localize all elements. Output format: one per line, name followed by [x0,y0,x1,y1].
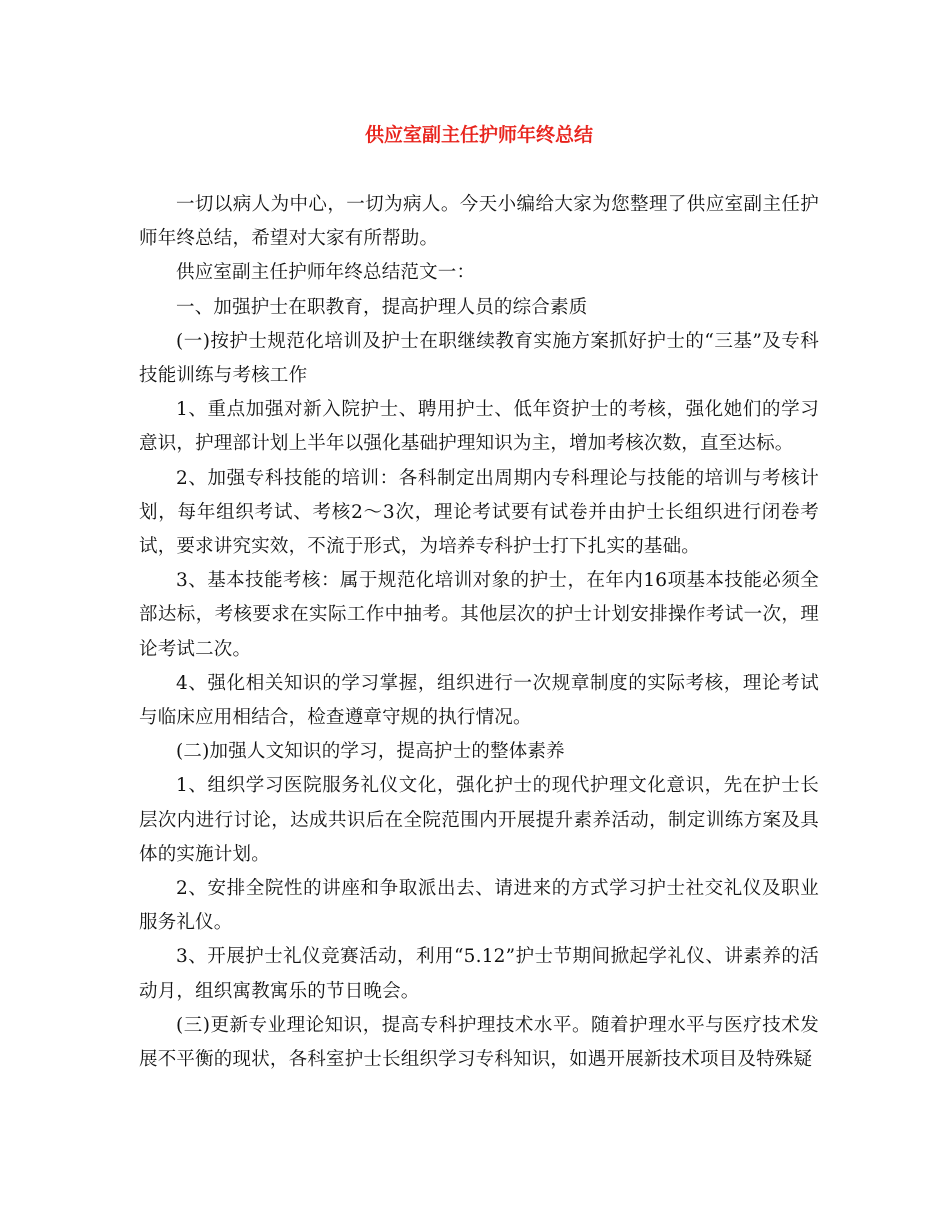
paragraph-item: 3、基本技能考核：属于规范化培训对象的护士，在年内16项基本技能必须全部达标，考核要求在实际工作中抽考。其他层次的护士计划安排操作考试一次，理论考试二次。 [139,570,819,660]
paragraph-item: 4、强化相关知识的学习掌握，组织进行一次规章制度的实际考核，理论考试与临床应用相结合，检查遵章守规的执行情况。 [139,672,819,729]
paragraph-item: 1、组织学习医院服务礼仪文化，强化护士的现代护理文化意识，先在护士长层次内进行讨论，达成共识后在全院范围内开展提升素养活动，制定训练方案及具体的实施计划。 [139,775,819,865]
paragraph-item: 2、安排全院性的讲座和争取派出去、请进来的方式学习护士社交礼仪及职业服务礼仪。 [139,878,819,934]
document-body [139,188,819,1077]
paragraph-item: 3、开展护士礼仪竞赛活动，利用“5.12”护士节期间掀起学礼仪、讲素养的活动月，组织寓教寓乐的节日晚会。 [139,946,819,1002]
paragraph-item: 1、重点加强对新入院护士、聘用护士、低年资护士的考核，强化她们的学习意识，护理部计划上半年以强化基础护理知识为主，增加考核次数，直至达标。 [139,399,819,455]
paragraph-item: 2、加强专科技能的培训：各科制定出周期内专科理论与技能的培训与考核计划，每年组织考试、考核2～3次，理论考试要有试卷并由护士长组织进行闭卷考试，要求讲究实效，不流于形式，为培养专科护士打下扎实的基础。 [139,467,819,558]
subsection-heading-1: (一)按护士规范化培训及护士在职继续教育实施方案抓好护士的“三基”及专科技能训练与考核工作 [139,330,819,387]
subsection-heading-3: (三)更新专业理论知识，提高专科护理技术水平。随着护理水平与医疗技术发展不平衡的现状，各科室护士长组织学习专科知识，如遇开展新技术项目及特殊疑 [139,1014,819,1071]
paragraph-sample-heading: 供应室副主任护师年终总结范文一： [176,262,476,284]
document-title: 供应室副主任护师年终总结 [364,124,593,146]
section-heading-1: 一、加强护士在职教育，提高护理人员的综合素质 [176,296,588,318]
subsection-heading-2: (二)加强人文知识的学习，提高护士的整体素养 [176,741,565,763]
paragraph-intro: 一切以病人为中心，一切为病人。今天小编给大家为您整理了供应室副主任护师年终总结，希望对大家有所帮助。 [139,194,819,250]
